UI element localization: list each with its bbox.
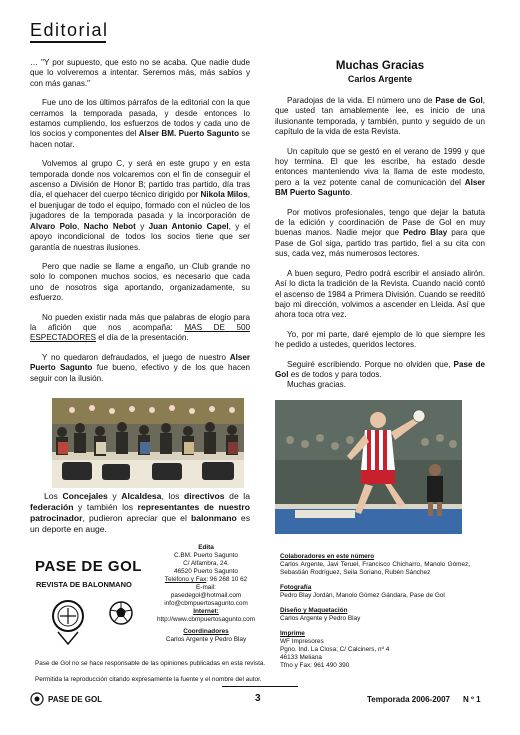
masthead-subtitle: REVISTA DE BALONMANO bbox=[36, 580, 132, 589]
editorial-paragraph: Fue uno de los últimos párrafos de la editorial con la que cerramos la temporada pasada, y desde entonces lo estamos cumpliendo, los esfuerzos de todos y cada uno de los socios y componentes del Alser BM. Puerto Sagunto se hacen notar. bbox=[30, 98, 250, 149]
handball-photo bbox=[275, 400, 462, 534]
foto-value: Pedro Blay Jordán, Manolo Gómez Gándara, Pase de Gol bbox=[280, 592, 445, 599]
edita-label: Edita bbox=[198, 544, 214, 551]
article-heading: Muchas Gracias bbox=[335, 60, 425, 72]
diseno-value: Carlos Argente y Pedro Blay bbox=[280, 615, 361, 622]
imprime-line: Pgno. Ind. La Closa; C/ Calciners, nº 4 bbox=[280, 646, 390, 653]
email-line: pasedegol@hotmail.com bbox=[170, 592, 242, 599]
imprime-label: Imprime bbox=[280, 630, 305, 637]
colab-value: Carlos Argente, Javi Teruel, Francisco Chicharro, Manolo Gómez, Sebastián Rodríguez, Seila Soriano, Rubén Sánchez bbox=[280, 561, 470, 576]
internet-label: Internet: bbox=[193, 608, 219, 615]
diseno-label: Diseño y Maquetación bbox=[280, 607, 348, 614]
editorial-paragraph: Y no quedaron defraudados, el juego de nuestro Alser Puerto Sagunto fue bueno, efectivo y de los que hacen seguir con la ilusión. bbox=[30, 352, 250, 383]
imprime-line: 46133 Meliana bbox=[280, 654, 322, 661]
phone-line: Teléfono y Fax: 96 268 10 62 bbox=[164, 576, 248, 583]
footer-brand: PASE DE GOL bbox=[48, 695, 103, 704]
page-number: 3 bbox=[255, 693, 261, 704]
editorial-paragraph: Volvemos al grupo C, y será en este grupo y en esta temporada donde nos volcaremos con el fin de conseguir el ascenso a División de Honor B; partido tras partido, día tras día, el quehacer del cuerpo técnico dirigido por Nikola Milos, el buenjugar de todo el equipo, formado con el núcleo de los jugadores de la temporada pasada y la incorporación de Alvaro Polo, Nacho Nebot y Juan Antonio Capel, y el apoyo incondicional de todos los socios tiene que ser garantía de nuestras ilusiones. bbox=[30, 159, 251, 252]
article-paragraph: A buen seguro, Pedro podrá escribir el ansiado alirón. Así lo dicta la tradición de la Revista. Cuando nació contó el ascenso de 1984 a Primera División. Cuando se reeditó bajo mi dirección, volvimos a ascender en Lleida. Así que ahora toca otra vez. bbox=[275, 268, 485, 320]
footer-season: Temporada 2006-2007 bbox=[367, 695, 451, 704]
edita-line: 46520 Puerto Sagunto bbox=[174, 568, 238, 575]
article-column bbox=[275, 96, 485, 400]
masthead-name: PASE DE GOL bbox=[35, 558, 142, 575]
edita-line: C.BM. Puerto Sagunto bbox=[174, 552, 238, 559]
credits-center bbox=[140, 544, 272, 644]
credits-right bbox=[280, 553, 470, 670]
article-paragraph: Seguiré escribiendo. Porque no olviden que, Pase de Gol es de todos y para todos. bbox=[275, 359, 485, 379]
photo-caption: Los Concejales y Alcaldesa, los directivos de la federación y también los representantes de nuestro patrocinador, pudieron apreciar que el balonmano es un deporte en auge. bbox=[30, 491, 251, 534]
coord-value: Carlos Argente y Pedro Blay bbox=[165, 636, 247, 643]
coord-label: Coordinadores bbox=[183, 628, 229, 635]
article-paragraph: Por motivos profesionales, tengo que dejar la batuta de la edición y coordinación de Pase de Gol en muy buenas manos. Nadie mejor que Pedro Blay para que Pase de Gol siga, partido tras partido, fiel a su cita con sus, cada vez, más numerosos lectores. bbox=[275, 207, 486, 259]
footer-issue: N º 1 bbox=[463, 695, 481, 704]
article-header bbox=[275, 60, 485, 84]
imprime-line: Tfno y Fax: 961 490 390 bbox=[280, 662, 350, 669]
disclaimer: Permitida la reproducción citando expresamente la fuente y el nombre del autor. bbox=[35, 676, 262, 683]
disclaimer: Pase de Gol no se hace responsable de las opiniones publicadas en esta revista. bbox=[35, 660, 266, 667]
title-underline bbox=[30, 41, 106, 43]
article-paragraph: Paradojas de la vida. El número uno de Pase de Gol, que usted tan amablemente lee, es inicio de una ilusionante temporada, y también, punto y seguido de un capítulo de la vida de esta Revista. bbox=[275, 96, 485, 137]
article-author: Carlos Argente bbox=[347, 74, 413, 84]
colab-label: Colaboradores en este número bbox=[280, 553, 375, 560]
footer-logo-icon bbox=[30, 692, 44, 706]
article-paragraph: Un capítulo que se gestó en el verano de 1999 y que hoy termina. El que les escribe, ha estado desde entonces manteniendo viva la llama de este modesto, pero a la vez potente canal de comunicación del Alser BM Puerto Sagunto. bbox=[275, 146, 485, 198]
footer-rule bbox=[222, 686, 298, 687]
club-crest-icon bbox=[50, 598, 86, 648]
article-paragraph: Yo, por mi parte, daré ejemplo de lo que siempre les he pedido a ustedes, queridos lectores. bbox=[275, 329, 485, 350]
edita-line: C/ Alfambra, 24. bbox=[183, 560, 229, 567]
editorial-paragraph: No pueden existir nada más que palabras de elogio para la afición que nos acompaña: MAS DE 500 ESPECTADORES el día de la presentación. bbox=[30, 312, 250, 343]
page-title: Editorial bbox=[30, 20, 109, 40]
email-line: info@cbmpuertosagunto.com bbox=[164, 600, 248, 607]
audience-photo bbox=[52, 398, 244, 488]
email-label: E-mail: bbox=[196, 584, 216, 591]
imprime-line: WF Impresores bbox=[280, 638, 324, 645]
editorial-quote: … "Y por supuesto, que esto no se acaba. Que nadie dude que lo volveremos a intentar. Seremos más, más sabios y con más ganas." bbox=[30, 58, 250, 88]
editorial-column bbox=[30, 58, 250, 393]
internet-value: http://www.cbmpuertosagunto.com bbox=[156, 616, 256, 623]
article-closing: Muchas gracias. bbox=[287, 380, 346, 390]
editorial-paragraph: Pero que nadie se llame a engaño, un Club grande no solo lo componen muchos socios, es necesario que cada uno de nosotros siga aportando, organizadamente, su esfuerzo. bbox=[30, 261, 250, 303]
foto-label: Fotografía bbox=[280, 584, 312, 591]
handball-icon bbox=[108, 600, 134, 626]
